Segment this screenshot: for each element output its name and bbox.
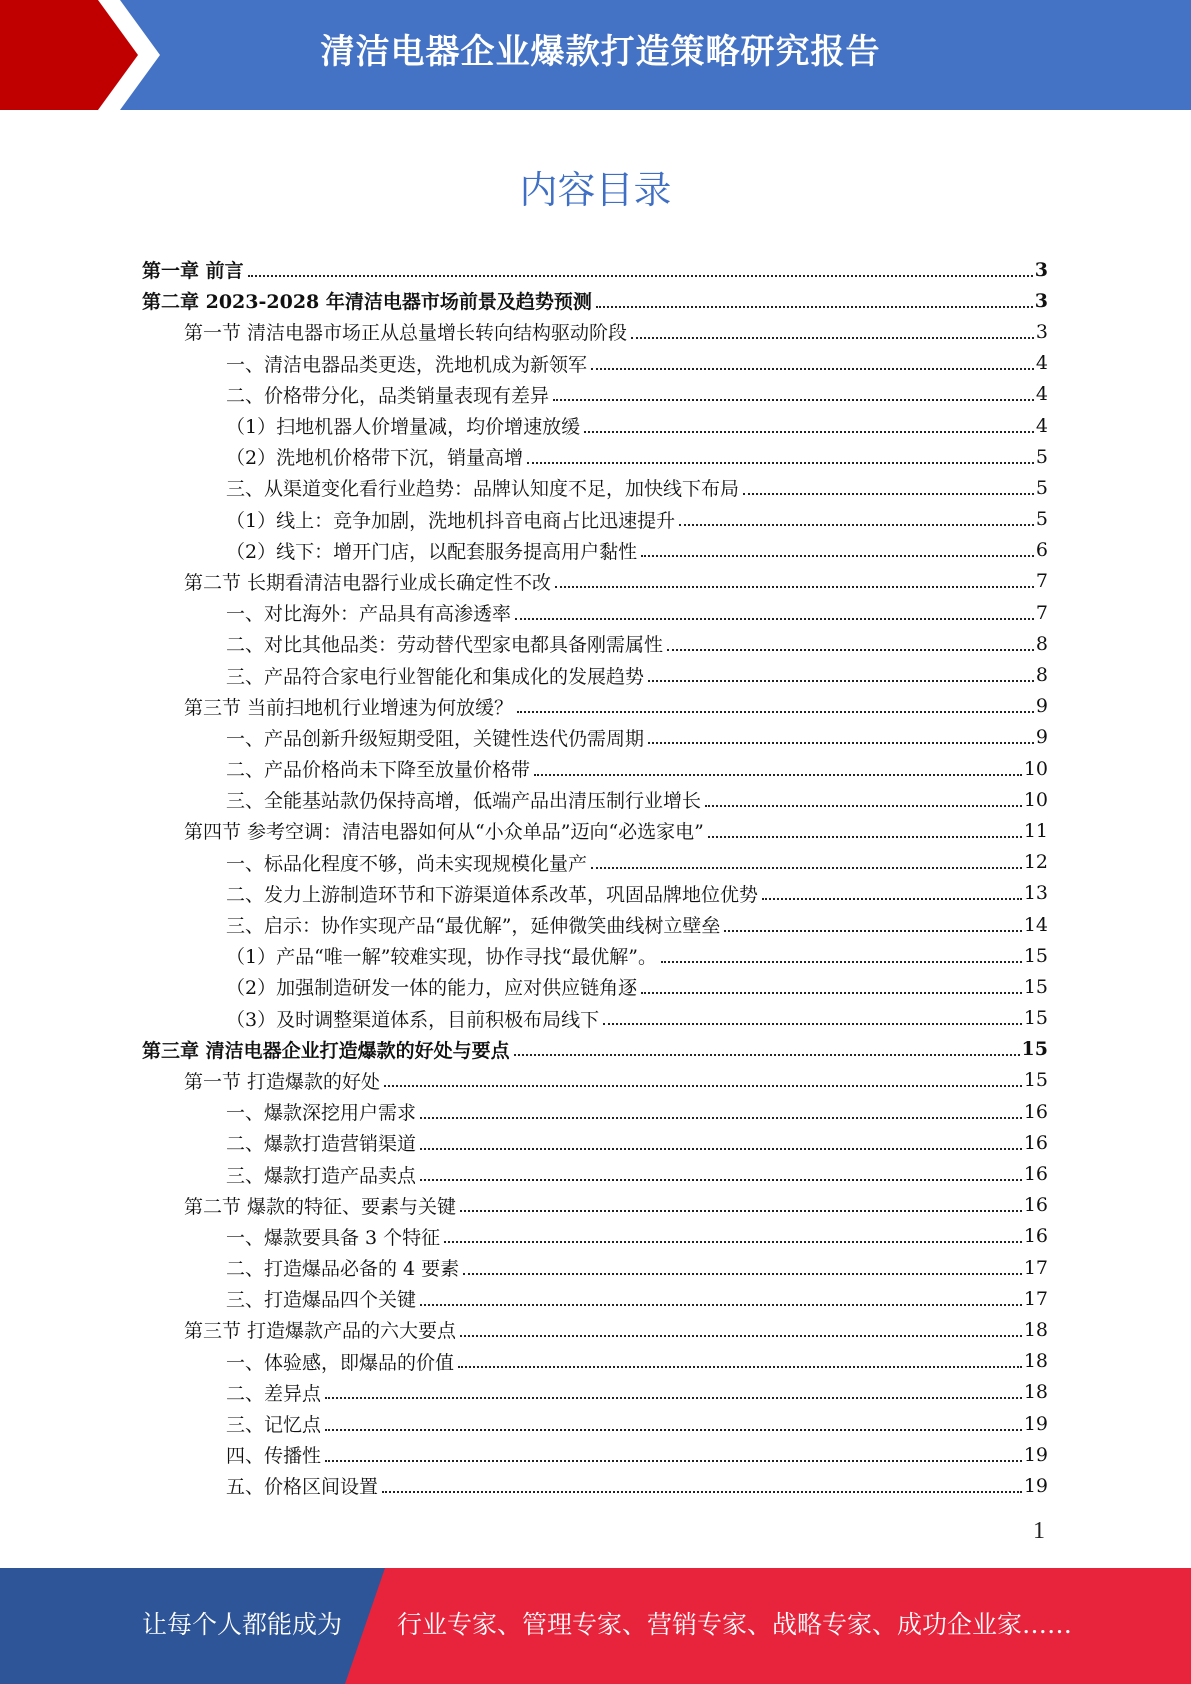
- toc-entry-title: 一、标品化程度不够，尚未实现规模化量产: [226, 852, 588, 875]
- toc-entry-page: 18: [1023, 1381, 1048, 1404]
- toc-entry[interactable]: [142, 1377, 1048, 1408]
- toc-dot-leader: [603, 1023, 1022, 1025]
- toc-entry[interactable]: [142, 784, 1048, 815]
- toc-entry-title: 二、发力上游制造环节和下游渠道体系改革，巩固品牌地位优势: [226, 883, 759, 906]
- toc-entry-title: 四、传播性: [226, 1445, 322, 1468]
- toc-entry[interactable]: [142, 691, 1048, 722]
- toc-entry-title: 二、爆款打造营销渠道: [226, 1133, 417, 1156]
- toc-dot-leader: [325, 1397, 1022, 1399]
- toc-entry-page: 16: [1023, 1131, 1048, 1154]
- toc-entry-title: （1）扫地机器人价增量减，均价增速放缓: [226, 416, 581, 439]
- toc-entry-page: 18: [1023, 1318, 1048, 1341]
- footer-banner: [0, 1568, 1191, 1684]
- toc-entry[interactable]: [142, 535, 1048, 566]
- toc-entry-page: 15: [1023, 1069, 1048, 1092]
- toc-entry-title: 一、产品创新升级短期受阻，关键性迭代仍需周期: [226, 727, 645, 750]
- toc-entry[interactable]: [142, 1252, 1048, 1283]
- toc-entry-title: 二、对比其他品类：劳动替代型家电都具备刚需属性: [226, 634, 664, 657]
- toc-entry[interactable]: [142, 441, 1048, 472]
- toc-entry-page: 15: [1021, 1038, 1048, 1061]
- toc-entry[interactable]: [142, 1158, 1048, 1189]
- toc-entry-title: 一、爆款要具备 3 个特征: [226, 1226, 441, 1249]
- toc-entry-title: 三、记忆点: [226, 1414, 322, 1437]
- toc-entry-page: 4: [1035, 383, 1048, 406]
- toc-dot-leader: [325, 1429, 1022, 1431]
- toc-entry-page: 3: [1034, 258, 1048, 281]
- toc-entry[interactable]: [142, 878, 1048, 909]
- toc-entry[interactable]: [142, 597, 1048, 628]
- toc-entry[interactable]: [142, 472, 1048, 503]
- toc-entry-page: 16: [1023, 1225, 1048, 1248]
- toc-dot-leader: [458, 1366, 1022, 1368]
- toc-entry-page: 5: [1035, 508, 1048, 531]
- toc-entry-page: 10: [1023, 788, 1048, 811]
- toc-entry[interactable]: [142, 1034, 1048, 1065]
- toc-entry-title: 二、价格带分化，品类销量表现有差异: [226, 384, 550, 407]
- toc-entry-page: 19: [1023, 1474, 1048, 1497]
- toc-entry-title: 三、产品符合家电行业智能化和集成化的发展趋势: [226, 665, 645, 688]
- toc-dot-leader: [762, 898, 1022, 900]
- toc-entry-title: 第三节 当前扫地机行业增速为何放缓？: [184, 696, 514, 719]
- toc-dot-leader: [591, 368, 1034, 370]
- toc-entry[interactable]: [142, 1127, 1048, 1158]
- toc-entry-title: （3）及时调整渠道体系，目前积极布局线下: [226, 1008, 600, 1031]
- toc-entry-title: 二、产品价格尚未下降至放量价格带: [226, 759, 531, 782]
- toc-entry-page: 17: [1023, 1287, 1048, 1310]
- toc-entry-page: 8: [1035, 632, 1048, 655]
- toc-entry[interactable]: [142, 628, 1048, 659]
- toc-entry-page: 10: [1023, 757, 1048, 780]
- toc-entry-title: （2）洗地机价格带下沉，销量高增: [226, 447, 524, 470]
- toc-entry[interactable]: [142, 566, 1048, 597]
- page-number: 1: [1033, 1518, 1045, 1544]
- toc-dot-leader: [631, 337, 1034, 339]
- toc-heading: 内容目录: [519, 168, 672, 212]
- toc-entry-title: 一、体验感，即爆品的价值: [226, 1351, 455, 1374]
- toc-entry-page: 3: [1034, 289, 1048, 312]
- toc-entry-page: 5: [1035, 476, 1048, 499]
- toc-entry-page: 6: [1035, 539, 1048, 562]
- toc-entry-page: 16: [1023, 1100, 1048, 1123]
- toc-entry-page: 15: [1023, 1007, 1048, 1030]
- toc-entry-title: 第四节 参考空调：清洁电器如何从“小众单品”迈向“必选家电”: [184, 821, 704, 844]
- toc-entry-page: 4: [1035, 414, 1048, 437]
- toc-dot-leader: [325, 1460, 1022, 1462]
- toc-entry[interactable]: [142, 285, 1048, 316]
- toc-dot-leader: [596, 306, 1033, 308]
- toc-entry-title: 三、从渠道变化看行业趋势：品牌认知度不足，加快线下布局: [226, 478, 740, 501]
- report-title: 清洁电器企业爆款打造策略研究报告: [320, 32, 881, 72]
- toc-entry[interactable]: [142, 1003, 1048, 1034]
- toc-entry-page: 3: [1035, 320, 1048, 343]
- toc-entry[interactable]: [142, 1408, 1048, 1439]
- toc-dot-leader: [708, 836, 1022, 838]
- toc-entry-page: 16: [1023, 1194, 1048, 1217]
- toc-entry-page: 19: [1023, 1412, 1048, 1435]
- toc-entry[interactable]: [142, 1439, 1048, 1470]
- toc-entry[interactable]: [142, 1221, 1048, 1252]
- toc-dot-leader: [527, 462, 1034, 464]
- toc-entry-title: 第二节 爆款的特征、要素与关键: [184, 1195, 457, 1218]
- footer-slogan-right: 行业专家、管理专家、营销专家、战略专家、成功企业家……: [397, 1610, 1073, 1639]
- toc-entry-page: 18: [1023, 1350, 1048, 1373]
- toc-dot-leader: [420, 1117, 1022, 1119]
- toc-entry-page: 17: [1023, 1256, 1048, 1279]
- toc-dot-leader: [648, 742, 1034, 744]
- toc-dot-leader: [705, 805, 1022, 807]
- toc-entry-title: 第三章 清洁电器企业打造爆款的好处与要点: [142, 1039, 510, 1062]
- footer-slogan-left: 让每个人都能成为: [142, 1610, 343, 1639]
- toc-entry[interactable]: [142, 940, 1048, 971]
- toc-entry-title: 三、爆款打造产品卖点: [226, 1164, 417, 1187]
- toc-dot-leader: [384, 1085, 1022, 1087]
- toc-entry-title: 三、启示：协作实现产品“最优解”，延伸微笑曲线树立壁垒: [226, 915, 721, 938]
- toc-dot-leader: [648, 680, 1034, 682]
- toc-entry-title: 第二章 2023-2028 年清洁电器市场前景及趋势预测: [142, 291, 592, 314]
- toc-entry-title: （1）线上：竞争加剧，洗地机抖音电商占比迅速提升: [226, 509, 676, 532]
- toc-entry-title: （2）加强制造研发一体的能力，应对供应链角逐: [226, 977, 638, 1000]
- toc-entry[interactable]: [142, 316, 1048, 347]
- toc-entry-page: 12: [1023, 851, 1048, 874]
- toc-entry[interactable]: [142, 1096, 1048, 1127]
- toc-dot-leader: [463, 1273, 1022, 1275]
- toc-entry-page: 11: [1023, 819, 1048, 842]
- toc-entry-page: 9: [1035, 726, 1048, 749]
- toc-entry-page: 15: [1023, 944, 1048, 967]
- toc-entry[interactable]: [142, 847, 1048, 878]
- toc-entry-page: 7: [1035, 570, 1048, 593]
- toc-dot-leader: [724, 930, 1021, 932]
- toc-entry-page: 19: [1023, 1443, 1048, 1466]
- toc-entry-page: 4: [1035, 352, 1048, 375]
- toc-entry-title: 二、打造爆品必备的 4 要素: [226, 1258, 460, 1281]
- toc-entry-title: 一、爆款深挖用户需求: [226, 1102, 417, 1125]
- toc-dot-leader: [641, 992, 1022, 994]
- toc-entry-title: 第一节 打造爆款的好处: [184, 1070, 381, 1093]
- toc-dot-leader: [460, 1210, 1022, 1212]
- toc-entry-title: 一、清洁电器品类更迭，洗地机成为新领军: [226, 353, 588, 376]
- toc-dot-leader: [420, 1148, 1022, 1150]
- toc-entry-title: （1）产品“唯一解”较难实现，协作寻找“最优解”。: [226, 946, 657, 969]
- toc-entry-title: 第三节 打造爆款产品的六大要点: [184, 1320, 457, 1343]
- toc-dot-leader: [444, 1241, 1022, 1243]
- toc-dot-leader: [553, 399, 1034, 401]
- toc-dot-leader: [420, 1304, 1022, 1306]
- toc-entry-page: 7: [1035, 601, 1048, 624]
- toc-dot-leader: [555, 586, 1034, 588]
- toc-dot-leader: [534, 774, 1022, 776]
- toc-entry-title: 第二节 长期看清洁电器行业成长确定性不改: [184, 571, 552, 594]
- toc-dot-leader: [382, 1491, 1022, 1493]
- toc-entry[interactable]: [142, 1470, 1048, 1501]
- toc-entry[interactable]: [142, 909, 1048, 940]
- toc-entry-title: 二、差异点: [226, 1382, 322, 1405]
- toc-entry[interactable]: [142, 753, 1048, 784]
- toc-dot-leader: [641, 555, 1034, 557]
- toc-dot-leader: [661, 961, 1022, 963]
- toc-dot-leader: [517, 711, 1034, 713]
- toc-entry-title: 第一节 清洁电器市场正从总量增长转向结构驱动阶段: [184, 322, 628, 345]
- toc-entry-page: 14: [1023, 913, 1048, 936]
- toc-entry-page: 16: [1023, 1163, 1048, 1186]
- toc-entry-title: 一、对比海外：产品具有高渗透率: [226, 603, 512, 626]
- toc-dot-leader: [584, 431, 1034, 433]
- toc-entry[interactable]: [142, 722, 1048, 753]
- toc-entry-title: 三、打造爆品四个关键: [226, 1289, 417, 1312]
- report-header: [0, 0, 1191, 110]
- toc-entry[interactable]: [142, 1065, 1048, 1096]
- toc-entry[interactable]: [142, 971, 1048, 1002]
- toc-entry-page: 15: [1023, 975, 1048, 998]
- toc-entry-page: 5: [1035, 445, 1048, 468]
- toc-entry[interactable]: [142, 1314, 1048, 1345]
- toc-entry[interactable]: [142, 348, 1048, 379]
- table-of-contents: [142, 254, 1048, 1502]
- toc-dot-leader: [667, 649, 1034, 651]
- toc-dot-leader: [679, 524, 1034, 526]
- toc-entry[interactable]: [142, 254, 1048, 285]
- toc-dot-leader: [591, 867, 1022, 869]
- toc-entry[interactable]: [142, 815, 1048, 846]
- toc-entry-page: 13: [1023, 882, 1048, 905]
- toc-entry-page: 9: [1035, 695, 1048, 718]
- toc-entry-page: 8: [1035, 664, 1048, 687]
- toc-entry-title: 五、价格区间设置: [226, 1476, 379, 1499]
- toc-entry[interactable]: [142, 659, 1048, 690]
- toc-entry[interactable]: [142, 504, 1048, 535]
- toc-dot-leader: [515, 618, 1034, 620]
- toc-dot-leader: [743, 493, 1034, 495]
- toc-entry[interactable]: [142, 1346, 1048, 1377]
- toc-entry-title: 三、全能基站款仍保持高增，低端产品出清压制行业增长: [226, 790, 702, 813]
- toc-dot-leader: [420, 1179, 1022, 1181]
- toc-entry-title: （2）线下：增开门店，以配套服务提高用户黏性: [226, 540, 638, 563]
- toc-dot-leader: [460, 1335, 1022, 1337]
- toc-entry[interactable]: [142, 1283, 1048, 1314]
- toc-dot-leader: [248, 275, 1033, 277]
- toc-entry-title: 第一章 前言: [142, 260, 244, 283]
- toc-entry[interactable]: [142, 379, 1048, 410]
- toc-entry[interactable]: [142, 410, 1048, 441]
- toc-entry[interactable]: [142, 1190, 1048, 1221]
- toc-dot-leader: [514, 1054, 1020, 1056]
